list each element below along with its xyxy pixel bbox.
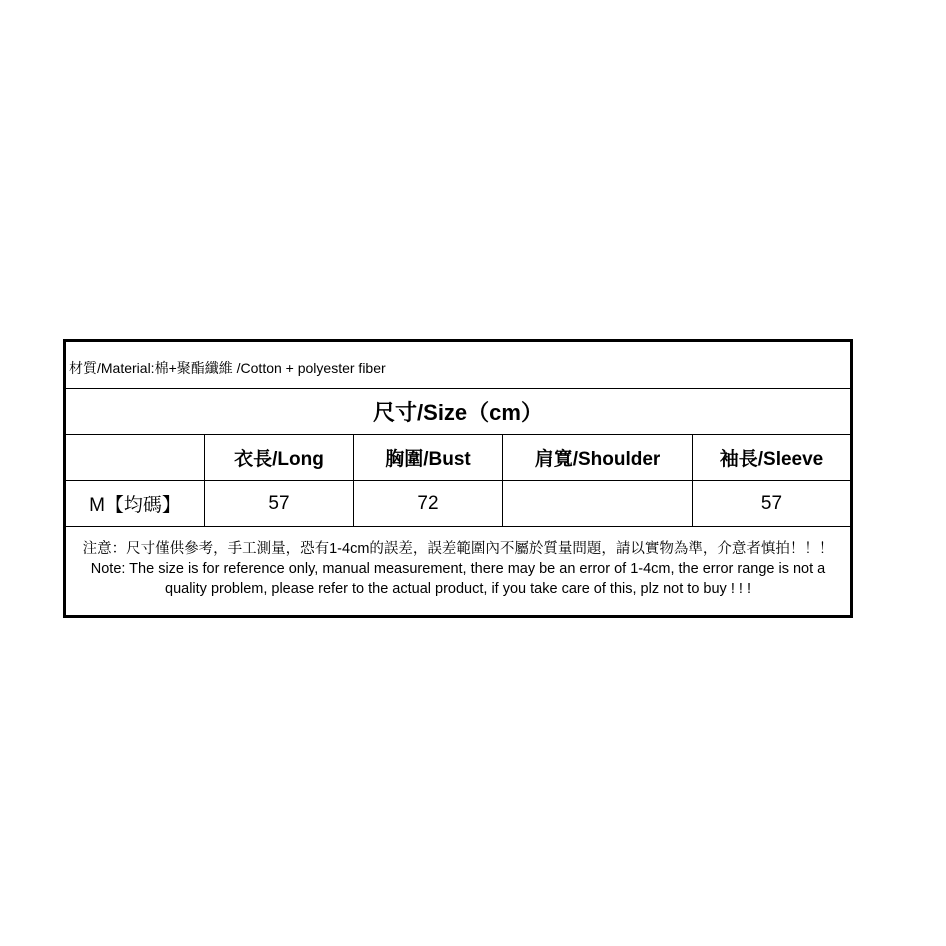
material-row bbox=[66, 342, 850, 389]
size-title: 尺寸/Size（cm） bbox=[373, 400, 543, 425]
note-row bbox=[66, 527, 850, 615]
bust-value-cell: 72 bbox=[354, 481, 503, 526]
header-cell-size bbox=[66, 435, 205, 480]
material-text: 材質/Material:棉+聚酯纖維 /Cotton + polyester fiber bbox=[69, 360, 386, 376]
size-label-cell: M【均碼】 bbox=[66, 481, 205, 526]
header-cell-bust: 胸圍/Bust bbox=[354, 435, 503, 480]
table-row bbox=[66, 481, 850, 527]
size-chart-table bbox=[63, 339, 853, 618]
header-cell-shoulder: 肩寬/Shoulder bbox=[503, 435, 693, 480]
header-row bbox=[66, 435, 850, 481]
sleeve-value-cell: 57 bbox=[760, 492, 783, 514]
note-text: 注意：尺寸僅供參考，手工測量，恐有1-4cm的誤差，誤差範圍內不屬於質量問題，請以實物為準，介意者慎拍！！！ Note: The size is for reference only, manual measurement, there may be an error of 1-4cm, the error range is not a quality problem, please refer to the actual product, if you take care of this, plz not to buy ! ! ! bbox=[82, 541, 834, 597]
size-title-row bbox=[66, 389, 850, 435]
long-value-cell: 57 bbox=[205, 481, 354, 526]
header-cell-sleeve: 袖長/Sleeve bbox=[719, 449, 824, 470]
shoulder-value-cell bbox=[503, 481, 693, 526]
header-cell-long: 衣長/Long bbox=[205, 435, 354, 480]
